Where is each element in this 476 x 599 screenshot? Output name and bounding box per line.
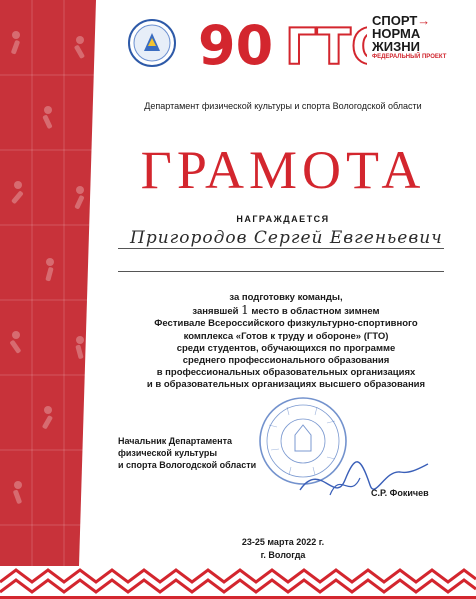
reason-line-8: и в образовательных организациях высшего образования: [146, 379, 426, 391]
name-underline: [118, 248, 444, 249]
name-underline-second: [118, 271, 444, 272]
reason-line-7: в профессиональных образовательных организациях: [156, 367, 416, 379]
award-reason: [0, 292, 476, 392]
handwritten-signature-icon: [290, 450, 430, 510]
logo-gto-text: ГТ: [285, 18, 351, 72]
recipient-name: Пригородов Сергей Евгеньевич: [130, 228, 443, 248]
logo-90-text: 90: [198, 14, 274, 72]
bottom-ornament-border: [0, 566, 476, 599]
issue-date: 23-25 марта 2022 г.: [241, 537, 325, 547]
reason-line-2: [96, 304, 476, 318]
signatory-name: С.Р. Фокичев: [371, 488, 429, 498]
reason-line-2-end: место в областном зимнем: [251, 306, 380, 318]
sport-logo-line2: НОРМА: [372, 26, 421, 41]
reason-line-1: за подготовку команды,: [229, 292, 343, 303]
department-header: Департамент физической культуры и спорта Вологодской области: [144, 101, 422, 111]
signatory-title-line3: и спорта Вологодской области: [118, 460, 257, 470]
issue-date-place: [0, 536, 476, 562]
issue-city: г. Вологда: [260, 550, 306, 560]
logo-90-years: [198, 14, 280, 77]
arrow-right-icon: →: [417, 13, 431, 28]
sport-norma-zhizni-logo: [372, 14, 452, 61]
sport-logo-project: ФЕДЕРАЛЬНЫЙ ПРОЕКТ: [372, 54, 447, 60]
reason-line-6: среднего профессионального образования: [182, 355, 390, 367]
reason-line-5: среди студентов, обучающихся по программе: [176, 342, 396, 354]
certificate-title: ГРАМОТА: [140, 140, 426, 200]
signatory-title: [118, 435, 256, 471]
sport-logo-line1: СПОРТ: [372, 13, 418, 28]
sport-logo-line3: ЖИЗНИ: [372, 39, 420, 54]
logo-gto: [285, 14, 367, 77]
reason-line-3: Фестивале Всероссийского физкультурно-спортивного: [154, 318, 418, 330]
department-emblem-icon: [127, 18, 177, 68]
awarded-label: НАГРАЖДАЕТСЯ: [236, 214, 330, 224]
reason-line-2-start: занявшей: [192, 306, 239, 318]
signatory-title-line2: физической культуры: [118, 448, 217, 458]
signatory-title-line1: Начальник Департамента: [118, 436, 233, 446]
reason-line-4: комплекса «Готов к труду и обороне» (ГТО): [183, 330, 389, 342]
place-number: 1: [241, 303, 249, 318]
